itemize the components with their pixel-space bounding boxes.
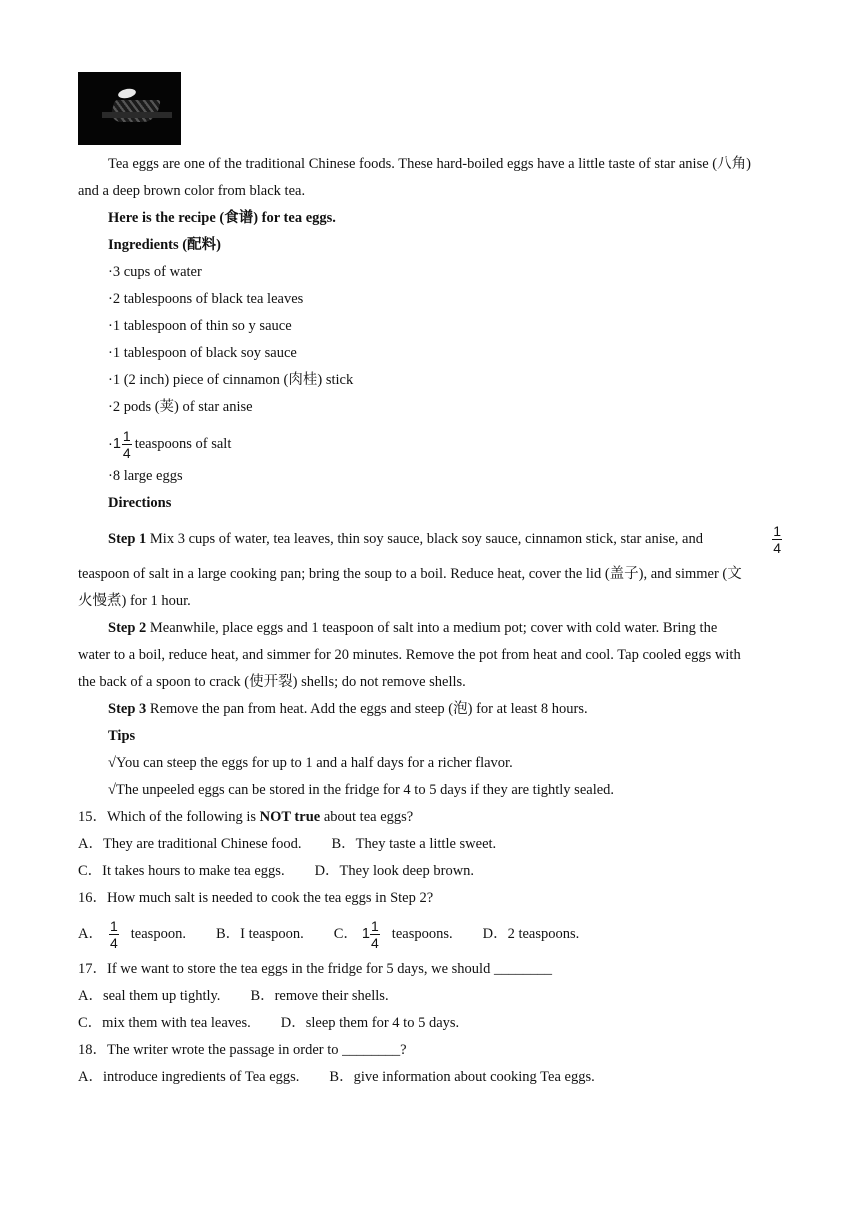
- step-1-fraction: $\frac{1}{4}$: [773, 522, 781, 556]
- question-15-options-row-1: [78, 831, 786, 858]
- step-1-text: Mix 3 cups of water, tea leaves, thin soy sauce, black soy sauce, cinnamon stick, star anise, and: [149, 531, 703, 547]
- ingredient-item: ·1 tablespoon of thin so y sauce: [108, 318, 292, 334]
- step-2-line-3: the back of a spoon to crack (使开裂) shells; do not remove shells.: [78, 674, 466, 690]
- step-2-line-2: water to a boil, reduce heat, and simmer for 20 minutes. Remove the pot from heat and cool. Tap cooled eggs with: [78, 647, 741, 663]
- question-16-stem: 16．How much salt is needed to cook the tea eggs in Step 2?: [78, 890, 434, 906]
- option-c[interactable]: C．mix them with tea leaves.: [78, 1015, 251, 1031]
- salt-text: teaspoons of salt: [134, 436, 232, 452]
- step-3-label: Step 3: [108, 701, 147, 717]
- step-3-line: Step 3 Remove the pan from heat. Add the eggs and steep (泡) for at least 8 hours.: [108, 701, 588, 717]
- option-a[interactable]: A． $\frac{1}{4}$ teaspoon.: [78, 918, 186, 952]
- option-d[interactable]: D．sleep them for 4 to 5 days.: [280, 1015, 460, 1031]
- option-a[interactable]: A．introduce ingredients of Tea eggs.: [78, 1069, 300, 1085]
- step-2-line-1: Step 2 Meanwhile, place eggs and 1 teaspoon of salt into a medium pot; cover with cold water. Bring the: [108, 620, 718, 636]
- directions-heading: Directions: [108, 495, 172, 511]
- question-18-options-row-1: [78, 1064, 786, 1091]
- intro-paragraph: [78, 151, 786, 205]
- ingredient-item: ·3 cups of water: [108, 264, 202, 280]
- tip-item: √You can steep the eggs for up to 1 and a half days for a richer flavor.: [108, 755, 513, 771]
- tips-heading: Tips: [108, 728, 136, 744]
- tea-egg-photo: [78, 72, 181, 145]
- step-1-first-line: [78, 517, 786, 561]
- question-16-options: [78, 912, 786, 956]
- recipe-heading: Here is the recipe (食谱) for tea eggs.: [108, 210, 336, 226]
- ingredients-heading: Ingredients (配料): [108, 237, 221, 253]
- ingredient-item: ·2 tablespoons of black tea leaves: [108, 291, 304, 307]
- step-1-line-2: teaspoon of salt in a large cooking pan; bring the soup to a boil. Reduce heat, cover the lid (盖子), and simmer (文: [78, 566, 742, 582]
- option-b[interactable]: B．I teaspoon.: [215, 926, 304, 942]
- option-c[interactable]: C．It takes hours to make tea eggs.: [78, 863, 285, 879]
- ingredient-item-salt: [78, 421, 786, 467]
- ingredient-item: ·2 pods (荚) of star anise: [108, 399, 253, 415]
- question-15-options-row-2: [78, 858, 786, 885]
- step-2-label: Step 2: [108, 620, 147, 636]
- option-b[interactable]: B．They taste a little sweet.: [331, 836, 497, 852]
- option-c[interactable]: C． 1 $\frac{1}{4}$ teaspoons.: [333, 918, 453, 952]
- question-17-options-row-1: [78, 983, 786, 1010]
- option-a[interactable]: A．seal them up tightly.: [78, 988, 221, 1004]
- question-15-stem: 15．Which of the following is NOT true about tea eggs?: [78, 809, 414, 825]
- ingredient-item: ·1 (2 inch) piece of cinnamon (肉桂) stick: [108, 372, 354, 388]
- egg-shape: [117, 87, 136, 100]
- option-d[interactable]: D．2 teaspoons.: [482, 926, 580, 942]
- ingredient-item: ·1 tablespoon of black soy sauce: [108, 345, 297, 361]
- bowl-shape: [109, 100, 160, 122]
- step-1-label: Step 1: [108, 531, 147, 547]
- option-a-fraction: $\frac{1}{4}$: [109, 918, 118, 952]
- worksheet-page: [78, 72, 786, 1091]
- tip-item: √The unpeeled eggs can be stored in the fridge for 4 to 5 days if they are tightly sealed.: [108, 782, 615, 798]
- option-b[interactable]: B．remove their shells.: [250, 988, 389, 1004]
- intro-line-1: Tea eggs are one of the traditional Chinese foods. These hard-boiled eggs have a little taste of star anise (八角): [108, 156, 751, 172]
- question-17-stem: 17．If we want to store the tea eggs in the fridge for 5 days, we should ________: [78, 961, 552, 977]
- option-c-fraction: $\frac{1}{4}$: [371, 918, 379, 952]
- option-a[interactable]: A．They are traditional Chinese food.: [78, 836, 302, 852]
- intro-line-2: and a deep brown color from black tea.: [78, 183, 306, 199]
- bowl-rim-shape: [102, 112, 172, 118]
- salt-fraction: $\frac{1}{4}$: [122, 428, 131, 462]
- ingredient-item: ·8 large eggs: [108, 468, 183, 484]
- step-1-line-3: 火慢煮) for 1 hour.: [78, 593, 191, 609]
- option-d[interactable]: D．They look deep brown.: [314, 863, 475, 879]
- question-17-options-row-2: [78, 1010, 786, 1037]
- salt-whole: ·1: [108, 436, 121, 452]
- option-b[interactable]: B．give information about cooking Tea eggs.: [329, 1069, 595, 1085]
- question-18-stem: 18．The writer wrote the passage in order to ________?: [78, 1042, 407, 1058]
